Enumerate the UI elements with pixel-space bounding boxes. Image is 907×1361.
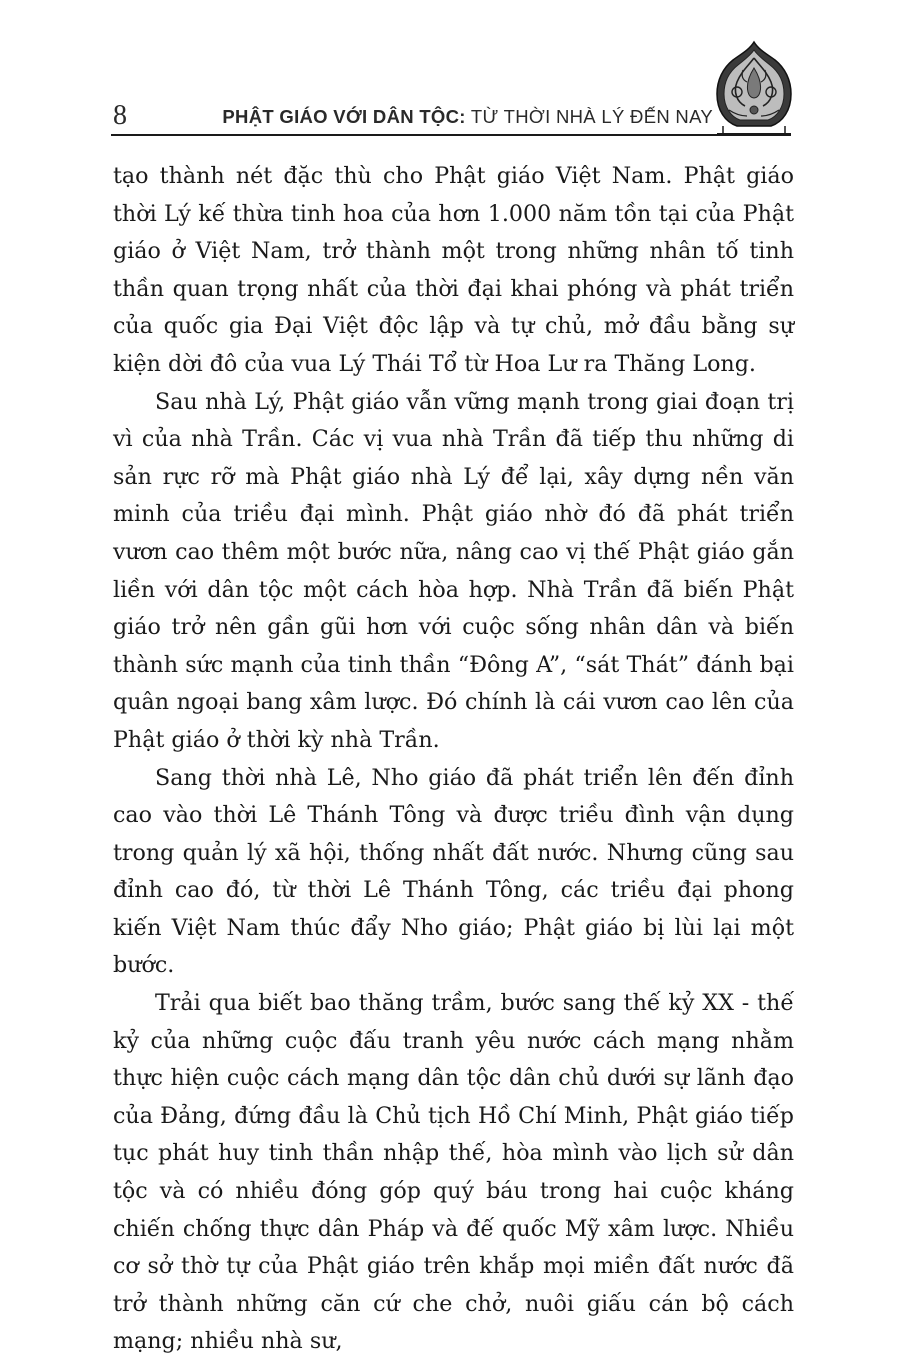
running-title-bold: PHẬT GIÁO VỚI DÂN TỘC: [222, 106, 466, 127]
lotus-ornament-icon [713, 40, 795, 138]
running-header [113, 98, 713, 134]
paragraph-1: tạo thành nét đặc thù cho Phật giáo Việt Nam. Phật giáo thời Lý kế thừa tinh hoa của hơn 1.000 năm tồn tại của Phật giáo ở Việt Nam, trở thành một trong những nhân tố tinh thần quan trọng nhất của thời đại khai phóng và phát triển của quốc gia Đại Việt độc lập và tự chủ, mở đầu bằng sự kiện dời đô của vua Lý Thái Tổ từ Hoa Lư ra Thăng Long. [113, 163, 794, 377]
running-title-rest: TỪ THỜI NHÀ LÝ ĐẾN NAY [465, 106, 713, 127]
paragraph-3: Sang thời nhà Lê, Nho giáo đã phát triển lên đến đỉnh cao vào thời Lê Thánh Tông và được triều đình vận dụng trong quản lý xã hội, thống nhất đất nước. Nhưng cũng sau đỉnh cao đó, từ thời Lê Thánh Tông, các triều đại phong kiến Việt Nam thúc đẩy Nho giáo; Phật giáo bị lùi lại một bước. [113, 764, 794, 979]
running-title [222, 104, 713, 130]
paragraph-2: Sau nhà Lý, Phật giáo vẫn vững mạnh trong giai đoạn trị vì của nhà Trần. Các vị vua nhà Trần đã tiếp thu những di sản rực rỡ mà Phật giáo nhà Lý để lại, xây dựng nền văn minh của triều đại mình. Phật giáo nhờ đó đã phát triển vươn cao thêm một bước nữa, nâng cao vị thế Phật giáo gắn liền với dân tộc một cách hòa hợp. Nhà Trần đã biến Phật giáo trở nên gần gũi hơn với cuộc sống nhân dân và biến thành sức mạnh của tinh thần “Đông A”, “sát Thát” đánh bại quân ngoại bang xâm lược. Đó chính là cái vươn cao lên của Phật giáo ở thời kỳ nhà Trần. [113, 388, 794, 753]
body-text [113, 158, 794, 1361]
header-rule [111, 134, 791, 136]
page-number: 8 [113, 100, 127, 131]
paragraph-4: Trải qua biết bao thăng trầm, bước sang thế kỷ XX - thế kỷ của những cuộc đấu tranh yêu nước cách mạng nhằm thực hiện cuộc cách mạng dân tộc dân chủ dưới sự lãnh đạo của Đảng, đứng đầu là Chủ tịch Hồ Chí Minh, Phật giáo tiếp tục phát huy tinh thần nhập thế, hòa mình vào lịch sử dân tộc và có nhiều đóng góp quý báu trong hai cuộc kháng chiến chống thực dân Pháp và đế quốc Mỹ xâm lược. Nhiều cơ sở thờ tự của Phật giáo trên khắp mọi miền đất nước đã trở thành những căn cứ che chở, nuôi giấu cán bộ cách mạng; nhiều nhà sư, [113, 990, 794, 1355]
